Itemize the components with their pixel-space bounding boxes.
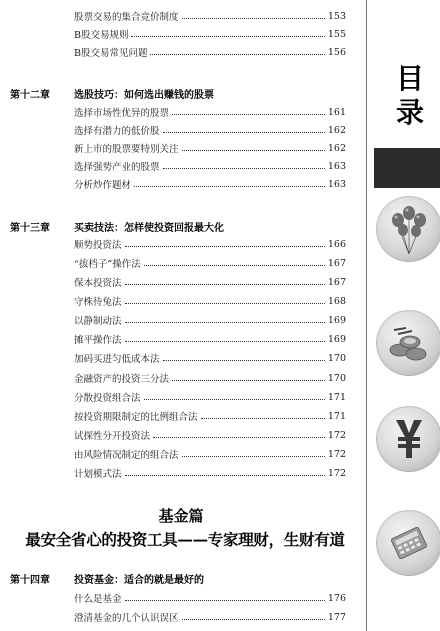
toc-entry[interactable] [74,370,346,386]
entry-title: 守株待兔法 [74,297,122,308]
dot-leader [144,399,325,400]
toc-entry[interactable] [74,389,346,405]
entry-title: 顺势投资法 [74,240,122,251]
dark-band [374,148,440,188]
toc-entry[interactable] [74,26,346,42]
entry-page: 169 [327,314,346,326]
chapter-heading [10,570,204,586]
toc-entry[interactable] [74,274,346,290]
entry-page: 168 [327,295,346,307]
entry-title: “拔档子”操作法 [74,259,141,270]
chapter-number: 第十四章 [10,574,50,586]
dot-leader [125,475,325,476]
entry-title: 选择市场性优异的股票 [74,108,170,119]
dot-leader [201,418,325,419]
toc-entry[interactable] [74,255,346,271]
toc-entry[interactable] [74,427,346,443]
entry-page: 163 [327,160,346,172]
toc-entry[interactable] [74,176,346,192]
entry-page: 171 [327,391,346,403]
entry-page: 177 [327,611,346,623]
toc-entry[interactable] [74,350,346,366]
chapter-title: 买卖技法：怎样使投资回报最大化 [74,222,224,234]
contents-label [396,62,426,130]
entry-page: 172 [327,448,346,460]
coins-icon [376,310,440,376]
toc-entry[interactable] [74,140,346,156]
yen-icon [376,406,440,472]
entry-page: 162 [327,124,346,136]
chapter-heading [10,85,214,101]
toc-entry[interactable] [74,609,346,625]
entry-page: 172 [327,467,346,479]
entry-title: 选择强势产业的股票 [74,162,160,173]
toc-entry[interactable] [74,8,346,24]
entry-title: 以静制动法 [74,316,122,327]
dot-leader [172,380,325,381]
entry-title: 按投资期限制定的比例组合法 [74,412,198,423]
toc-entry[interactable] [74,331,346,347]
dot-leader [125,303,325,304]
chapter-title: 选股技巧：如何选出赚钱的股票 [74,89,214,101]
dot-leader [163,132,325,133]
toc-entry[interactable] [74,122,346,138]
side-panel [366,0,440,631]
entry-page: 176 [327,592,346,604]
chapter-title: 投资基金：适合的就是最好的 [74,574,204,586]
entry-title: 加码买进匀低成本法 [74,354,160,365]
entry-page: 170 [327,352,346,364]
toc-entry[interactable] [74,158,346,174]
contents-label-char: 录 [396,96,425,129]
entry-page: 153 [327,10,346,22]
toc-entry[interactable] [74,44,346,60]
dot-leader [131,36,324,37]
dot-leader [125,246,325,247]
entry-page: 170 [327,372,346,384]
entry-page: 167 [327,257,346,269]
entry-title: 选择有潜力的低价股 [74,126,160,137]
entry-title: 新上市的股票要特别关注 [74,144,179,155]
dot-leader [163,360,325,361]
entry-title: 由风险情况制定的组合法 [74,450,179,461]
chapter-number: 第十三章 [10,222,50,234]
entry-page: 166 [327,238,346,250]
section-name: 基金篇 [158,507,204,525]
chapter-heading [10,218,224,234]
entry-title: B股交易规则 [74,30,129,41]
section-subtitle: 最安全省心的投资工具——专家理财，生财有道 [25,530,345,549]
entry-title: B股交易常见问题 [74,48,148,59]
entry-page: 169 [327,333,346,345]
entry-title: 金融资产的投资三分法 [74,374,170,385]
dot-leader [125,322,325,323]
chapter-number: 第十二章 [10,89,50,101]
dot-leader [163,168,325,169]
entry-title: 分散投资组合法 [74,393,141,404]
entry-page: 156 [327,46,346,58]
calculator-icon [376,510,440,576]
entry-title: 保本投资法 [74,278,122,289]
dot-leader [182,150,325,151]
toc-entry[interactable] [74,236,346,252]
dot-leader [182,18,325,19]
dot-leader [150,54,324,55]
toc-entry[interactable] [74,312,346,328]
dot-leader [182,619,325,620]
entry-page: 163 [327,178,346,190]
balloons-icon [376,196,440,262]
entry-title: 试探性分开投资法 [74,431,151,442]
toc-entry[interactable] [74,408,346,424]
entry-title: 摊平操作法 [74,335,122,346]
entry-page: 171 [327,410,346,422]
entry-page: 162 [327,142,346,154]
divider-line [366,0,367,631]
entry-page: 167 [327,276,346,288]
entry-title: 澄清基金的几个认识误区 [74,613,179,624]
dot-leader [134,186,325,187]
toc-entry[interactable] [74,590,346,606]
entry-title: 什么是基金 [74,594,122,605]
entry-title: 分析炒作题材 [74,180,132,191]
entry-title: 股票交易的集合竞价制度 [74,12,179,23]
toc-entry[interactable] [74,293,346,309]
toc-entry[interactable] [74,446,346,462]
dot-leader [144,265,325,266]
toc-entry[interactable] [74,104,346,120]
dot-leader [182,456,325,457]
entry-page: 155 [327,28,346,40]
dot-leader [125,284,325,285]
dot-leader [125,341,325,342]
entry-page: 172 [327,429,346,441]
contents-label-char: 目 [396,62,425,95]
dot-leader [153,437,325,438]
dot-leader [125,600,325,601]
dot-leader [172,114,325,115]
entry-title: 计划模式法 [74,469,122,480]
entry-page: 161 [327,106,346,118]
toc-entry[interactable] [74,465,346,481]
